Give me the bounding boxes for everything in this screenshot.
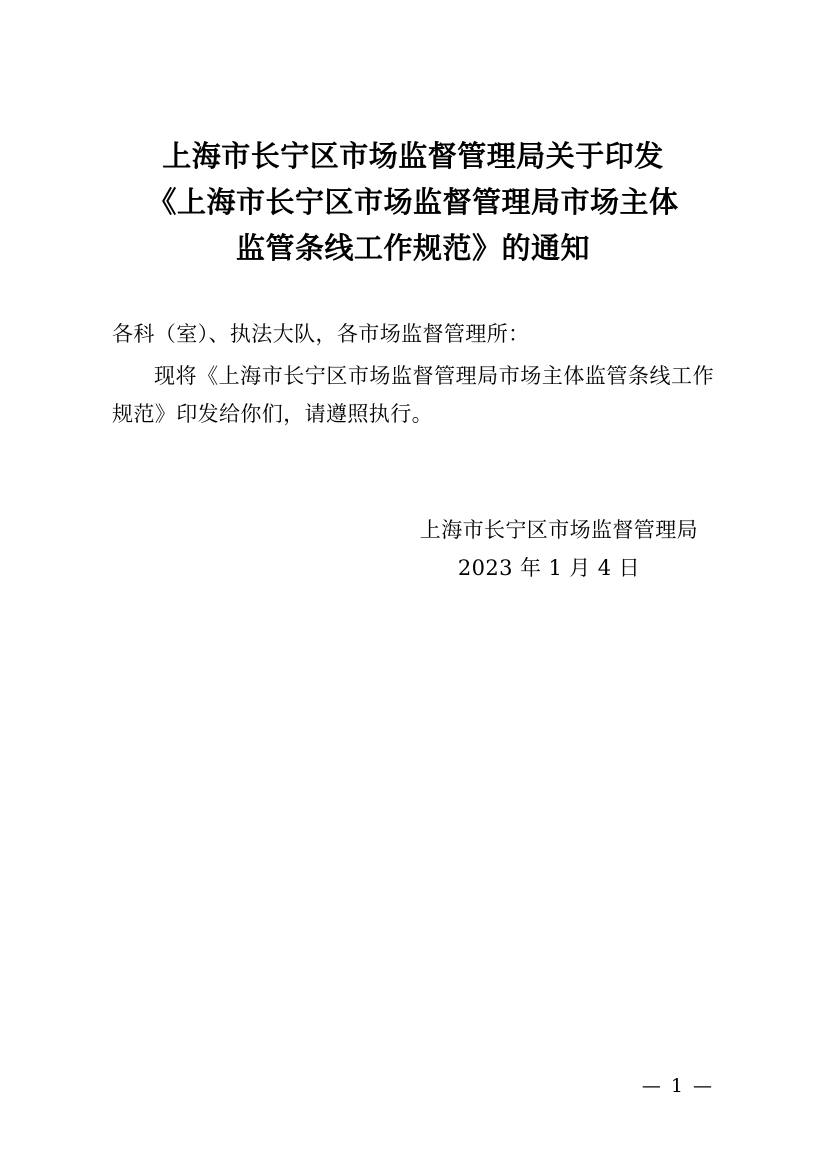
signature-date: 2023 年 1 月 4 日: [457, 556, 640, 580]
title-line-2: 《上海市长宁区市场监督管理局市场主体: [147, 185, 679, 219]
salutation: 各科（室）、执法大队，各市场监督管理所：: [112, 322, 530, 346]
title-line-1: 上海市长宁区市场监督管理局关于印发: [162, 139, 664, 173]
title-line-3: 监管条线工作规范》的通知: [235, 231, 590, 265]
page-number: — 1 —: [641, 1075, 714, 1097]
body-paragraph: 现将《上海市长宁区市场监督管理局市场主体监管条线工作规范》印发给你们，请遵照执行。: [112, 364, 714, 426]
page-title: [112, 0, 714, 271]
signature-block: [112, 433, 714, 587]
signature-organization: 上海市长宁区市场监督管理局: [419, 518, 698, 542]
